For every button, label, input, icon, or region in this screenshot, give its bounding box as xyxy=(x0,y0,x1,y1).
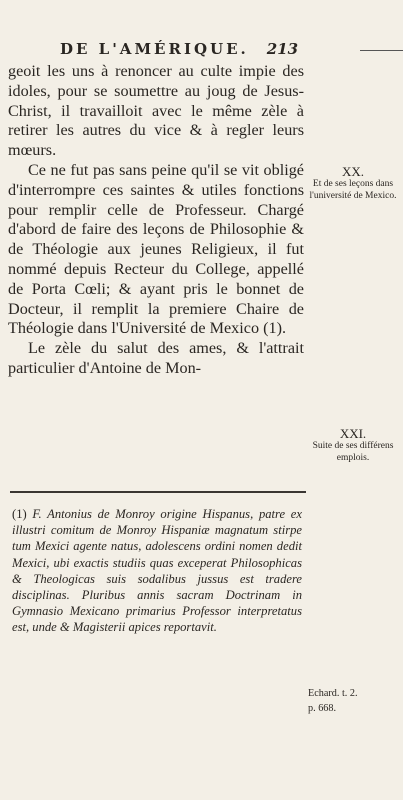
main-text xyxy=(8,62,304,379)
reference-line-1: Echard. t. 2. xyxy=(308,688,358,699)
paragraph-3: Le zèle du salut des ames, & l'attrait particulier d'Antoine de Mon- xyxy=(8,339,304,377)
margin-note-number: XXI. xyxy=(339,426,367,441)
paragraph-2: Ce ne fut pas sans peine qu'il se vit obligé d'interrompre ces saintes & utiles fonctions pour remplir celle de Professeur. Chargé d'abord de faire des leçons de Philosophie & de Théologie aux jeunes Religieux, il fut nommé depuis Recteur du College, appellé de Porta Cœli; & ayant pris le bonnet de Docteur, il remplit la premiere Chaire de Théologie dans l'Université de Mexico (1). xyxy=(8,160,304,338)
footnote xyxy=(12,506,302,636)
running-title: DE L'AMÉRIQUE. xyxy=(60,40,249,58)
footnote-marker: (1) xyxy=(12,507,27,521)
paragraph-1: geoit les uns à renoncer au culte impie des idoles, pour se soumettre au joug de Jesus-Christ, il travailloit avec le même zèle à retirer les autres du vice & à regler leurs mœurs. xyxy=(8,62,304,160)
margin-note-text: Et de ses leçons dans l'université de Mexico. xyxy=(309,179,397,201)
running-header xyxy=(60,40,360,58)
reference-line-2: p. 668. xyxy=(308,703,337,714)
margin-reference xyxy=(308,686,400,716)
margin-note-number: XX. xyxy=(341,164,365,179)
header-rule xyxy=(360,50,403,51)
footnote-rule xyxy=(10,491,306,493)
footnote-text: F. Antonius de Monroy origine Hispanus, patre ex illustri comitum de Monroy Hispaniæ magnatum stirpe tum Mexici agente natus, adolescens ordini nomen dedit Mexici, ubi exactis studiis quas exceperat Philosophicas & Theologicas suis sodalibus jussus est tradere disciplinas. Pluribus annis sacram Doctrinam in Gymnasio Mexicano primarius Professor interpretatus est, unde & Magisterii apices reportavit. xyxy=(12,507,302,635)
margin-note-text: Suite de ses différens emplois. xyxy=(312,441,394,463)
margin-note-xx xyxy=(308,165,398,202)
page-number: 213 xyxy=(266,40,299,58)
margin-note-xxi xyxy=(308,427,398,464)
